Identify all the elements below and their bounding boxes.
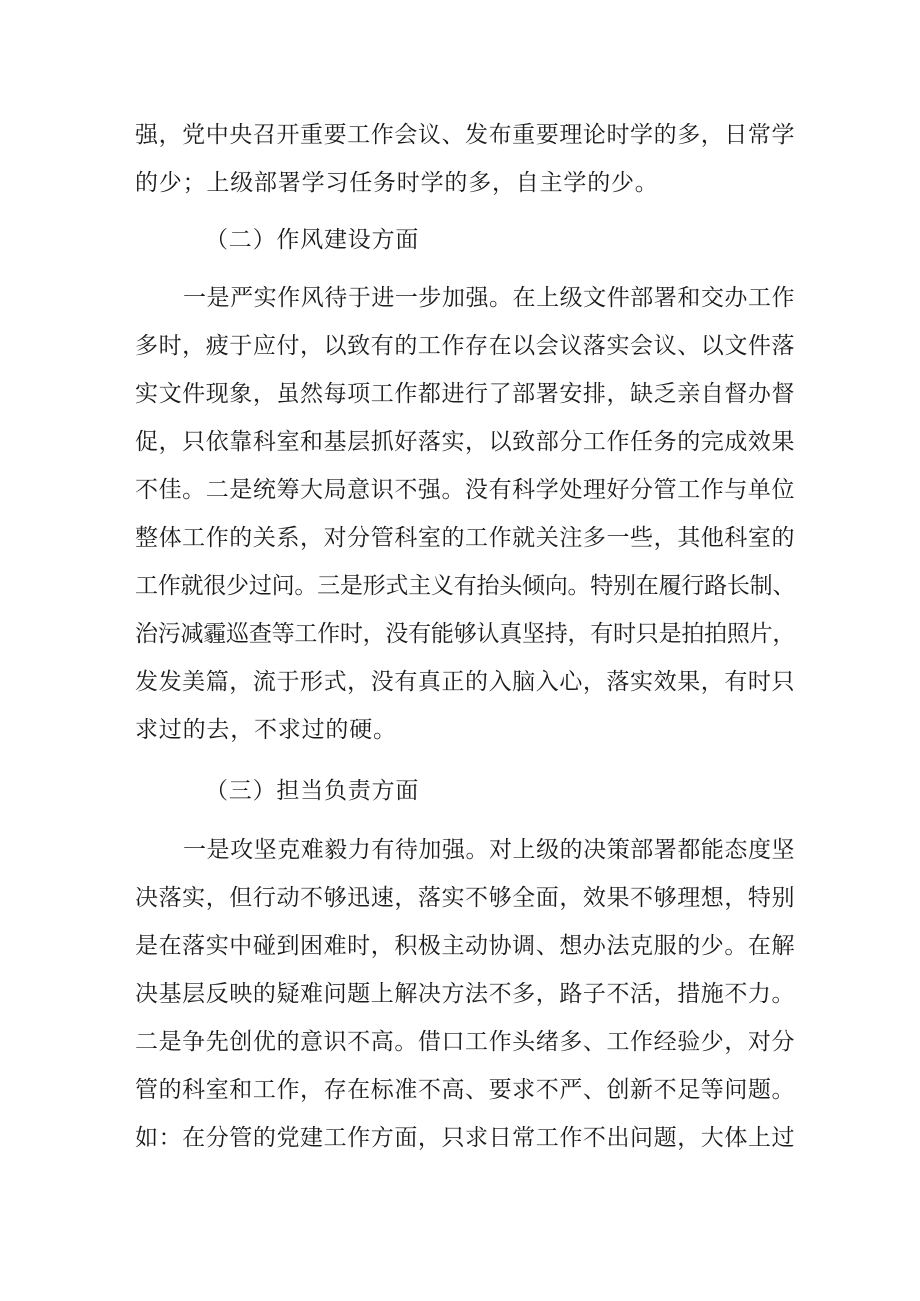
section-heading-3: （三）担当负责方面 [205, 778, 420, 804]
text-line: 促，只依靠科室和基层抓好落实，以致部分工作任务的完成效果 [135, 429, 795, 455]
text-line: 多时，疲于应付，以致有的工作存在以会议落实会议、以文件落 [135, 333, 795, 359]
text-line: 实文件现象，虽然每项工作都进行了部署安排，缺乏亲自督办督 [135, 381, 795, 407]
text-line: 治污减霾巡查等工作时，没有能够认真坚持，有时只是拍拍照片， [135, 621, 795, 647]
text-line: 求过的去，不求过的硬。 [135, 717, 397, 743]
text-line: 强，党中央召开重要工作会议、发布重要理论时学的多，日常学 [135, 122, 795, 148]
text-line: 发发美篇，流于形式，没有真正的入脑入心，落实效果，有时只 [135, 669, 795, 695]
text-line: 如：在分管的党建工作方面，只求日常工作不出问题，大体上过 [135, 1125, 795, 1151]
text-line: 决落实，但行动不够迅速，落实不够全面，效果不够理想，特别 [135, 885, 795, 911]
text-line: 不佳。二是统筹大局意识不强。没有科学处理好分管工作与单位 [135, 477, 795, 503]
text-line: 是在落实中碰到困难时，积极主动协调、想办法克服的少。在解 [135, 933, 795, 959]
text-line: 整体工作的关系，对分管科室的工作就关注多一些，其他科室的 [135, 525, 795, 551]
text-line: 工作就很少过问。三是形式主义有抬头倾向。特别在履行路长制、 [135, 573, 795, 599]
paragraph-intro [135, 111, 795, 207]
text-line: 一是攻坚克难毅力有待加强。对上级的决策部署都能态度坚 [183, 837, 795, 863]
text-line: 二是争先创优的意识不高。借口工作头绪多、工作经验少，对分 [135, 1029, 795, 1055]
text-line: 决基层反映的疑难问题上解决方法不多，路子不活，措施不力。 [135, 981, 795, 1007]
text-line: 一是严实作风待于进一步加强。在上级文件部署和交办工作 [183, 285, 795, 311]
paragraph-section-2 [135, 274, 795, 754]
section-heading-2: （二）作风建设方面 [205, 227, 420, 253]
paragraph-section-3 [135, 826, 795, 1162]
text-line: 管的科室和工作，存在标准不高、要求不严、创新不足等问题。 [135, 1077, 795, 1103]
text-line: 的少；上级部署学习任务时学的多，自主学的少。 [135, 170, 659, 196]
